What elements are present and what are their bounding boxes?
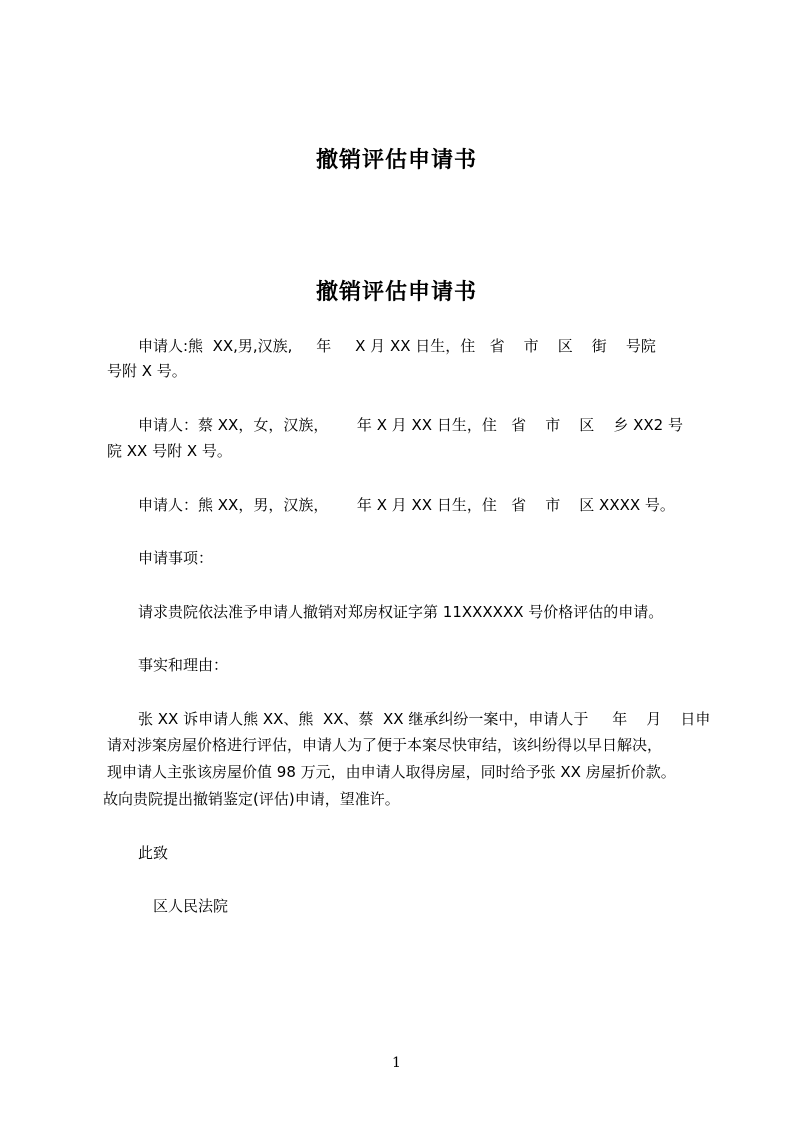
page-number: 1	[392, 1055, 401, 1071]
main-title: 撤销评估申请书	[315, 280, 477, 305]
matter-text: 请求贵院依法准予申请人撤销对郑房权证字第 11XXXXXX 号价格评估的申请。	[138, 603, 664, 621]
header-title: 撤销评估申请书	[315, 148, 477, 173]
applicant-3-line-1: 申请人：熊 XX，男，汉族， 年 X 月 XX 日生，住 省 市 区 XXXX 号。	[138, 496, 675, 514]
facts-heading: 事实和理由：	[138, 656, 229, 674]
facts-line-2: 请对涉案房屋价格进行评估，申请人为了便于本案尽快审结，该纠纷得以早日解决，	[107, 736, 663, 754]
facts-line-3: 现申请人主张该房屋价值 98 万元，由申请人取得房屋，同时给予张 XX 房屋折价款。	[107, 763, 676, 781]
applicant-2-line-2: 院 XX 号附 X 号。	[107, 442, 232, 460]
applicant-1-line-2: 号附 X 号。	[107, 362, 187, 380]
facts-line-4: 故向贵院提出撤销鉴定(评估)申请，望准许。	[103, 790, 400, 808]
facts-line-1: 张 XX 诉申请人熊 XX、熊 XX、蔡 XX 继承纠纷一案中，申请人于 年 月 日申	[138, 710, 711, 728]
applicant-2-line-1: 申请人：蔡 XX，女，汉族， 年 X 月 XX 日生，住 省 市 区 乡 XX2 号	[138, 416, 683, 434]
recipient: 区人民法院	[153, 897, 229, 915]
matter-heading: 申请事项：	[138, 549, 214, 567]
applicant-1-line-1: 申请人:熊 XX,男,汉族, 年 X 月 XX 日生，住 省 市 区 街 号院	[138, 337, 656, 355]
closing: 此致	[138, 844, 169, 862]
